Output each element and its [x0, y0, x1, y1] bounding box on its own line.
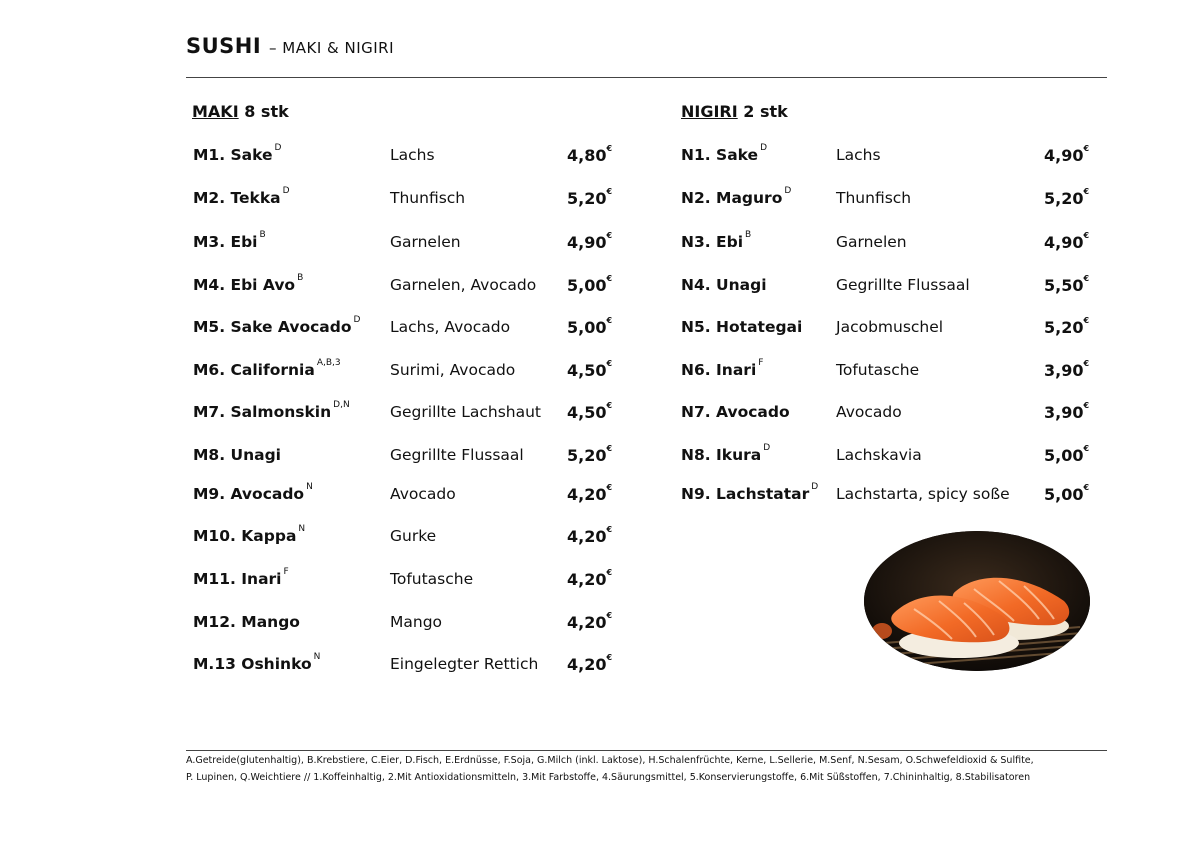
currency-symbol: €	[1083, 187, 1090, 196]
item-price-value: 4,20	[567, 485, 607, 504]
item-price	[1044, 318, 1089, 337]
item-description: Gurke	[390, 527, 437, 545]
item-price	[567, 233, 612, 252]
currency-symbol: €	[606, 144, 613, 153]
item-name	[193, 315, 361, 336]
item-name	[681, 318, 804, 336]
item-name-text: M.13 Oshinko	[193, 655, 312, 673]
item-name	[681, 230, 752, 251]
currency-symbol: €	[606, 568, 613, 577]
item-name	[681, 482, 819, 503]
item-price	[567, 318, 612, 337]
item-allergen-codes: D	[353, 315, 361, 325]
item-price-value: 5,20	[567, 189, 607, 208]
item-name	[193, 358, 341, 379]
item-price-value: 4,90	[1044, 146, 1084, 165]
top-divider	[186, 77, 1107, 78]
item-price	[1044, 485, 1089, 504]
item-name-text: M10. Kappa	[193, 527, 297, 545]
item-name-text: M3. Ebi	[193, 233, 258, 251]
item-price-value: 5,50	[1044, 276, 1084, 295]
item-description: Gegrillte Flussaal	[836, 276, 970, 294]
item-description: Garnelen	[390, 233, 461, 251]
item-name	[193, 652, 321, 673]
currency-symbol: €	[1083, 444, 1090, 453]
item-price	[567, 189, 612, 208]
page-title	[186, 34, 394, 58]
item-price-value: 4,20	[567, 570, 607, 589]
item-name-text: N8. Ikura	[681, 446, 762, 464]
item-price	[1044, 233, 1089, 252]
currency-symbol: €	[606, 444, 613, 453]
currency-symbol: €	[606, 653, 613, 662]
nigiri-heading-count: 2 stk	[737, 102, 788, 121]
item-name-text: M7. Salmonskin	[193, 403, 332, 421]
item-name-text: N9. Lachstatar	[681, 485, 810, 503]
item-name-text: N5. Hotategai	[681, 318, 803, 336]
item-description: Tofutasche	[836, 361, 920, 379]
maki-heading-count: 8 stk	[238, 102, 289, 121]
item-name	[193, 567, 289, 588]
currency-symbol: €	[606, 611, 613, 620]
item-allergen-codes: D	[274, 143, 282, 153]
item-allergen-codes: F	[283, 567, 289, 577]
item-allergen-codes: N	[313, 652, 321, 662]
item-name	[193, 613, 302, 631]
item-price-value: 5,00	[1044, 485, 1084, 504]
item-price-value: 4,20	[567, 613, 607, 632]
item-allergen-codes: D	[784, 186, 792, 196]
salmon-nigiri-image	[864, 531, 1090, 671]
item-name	[193, 230, 266, 251]
currency-symbol: €	[606, 231, 613, 240]
item-name	[193, 524, 306, 545]
currency-symbol: €	[1083, 231, 1090, 240]
item-name-text: M1. Sake	[193, 146, 273, 164]
item-price	[567, 655, 612, 674]
currency-symbol: €	[1083, 144, 1090, 153]
item-name-text: N4. Unagi	[681, 276, 767, 294]
item-name-text: M5. Sake Avocado	[193, 318, 352, 336]
item-price-value: 5,00	[567, 318, 607, 337]
item-price-value: 4,20	[567, 655, 607, 674]
item-price-value: 4,50	[567, 403, 607, 422]
allergen-legend-line-1: A.Getreide(glutenhaltig), B.Krebstiere, C.Eier, D.Fisch, E.Erdnüsse, F.Soja, G.Milch (inkl. Laktose), H.Schalenfrüchte, Kerne, L.Sellerie, M.Senf, N.Sesam, O.Schwefeldioxid & Sulfite,	[186, 755, 1034, 766]
item-description: Eingelegter Rettich	[390, 655, 539, 673]
item-price-value: 5,00	[1044, 446, 1084, 465]
item-price-value: 4,50	[567, 361, 607, 380]
item-allergen-codes: D,N	[333, 400, 350, 410]
currency-symbol: €	[1083, 401, 1090, 410]
item-name-text: M11. Inari	[193, 570, 282, 588]
item-description: Surimi, Avocado	[390, 361, 516, 379]
currency-symbol: €	[606, 359, 613, 368]
item-price-value: 5,00	[567, 276, 607, 295]
item-description: Gegrillte Lachshaut	[390, 403, 541, 421]
item-description: Lachs	[836, 146, 881, 164]
item-name	[681, 358, 764, 379]
item-price-value: 4,90	[567, 233, 607, 252]
item-name-text: M2. Tekka	[193, 189, 281, 207]
item-description: Lachs	[390, 146, 435, 164]
currency-symbol: €	[1083, 316, 1090, 325]
item-allergen-codes: F	[758, 358, 764, 368]
item-allergen-codes: B	[259, 230, 266, 240]
item-price	[1044, 361, 1089, 380]
title-subtitle: – MAKI & NIGIRI	[269, 39, 395, 57]
currency-symbol: €	[606, 316, 613, 325]
currency-symbol: €	[1083, 483, 1090, 492]
nigiri-salmon-photo	[864, 531, 1090, 671]
item-name-text: N7. Avocado	[681, 403, 790, 421]
item-description: Tofutasche	[390, 570, 474, 588]
item-name	[193, 143, 282, 164]
footer-divider	[186, 750, 1107, 751]
item-description: Gegrillte Flussaal	[390, 446, 524, 464]
item-name-text: M4. Ebi Avo	[193, 276, 296, 294]
currency-symbol: €	[606, 483, 613, 492]
item-price	[567, 570, 612, 589]
item-price	[1044, 146, 1089, 165]
maki-heading-label: MAKI	[192, 102, 239, 121]
item-name	[681, 443, 771, 464]
item-name-text: N3. Ebi	[681, 233, 744, 251]
item-description: Mango	[390, 613, 443, 631]
currency-symbol: €	[606, 274, 613, 283]
currency-symbol: €	[606, 187, 613, 196]
maki-heading	[192, 102, 289, 121]
nigiri-heading-label: NIGIRI	[681, 102, 738, 121]
item-price	[567, 403, 612, 422]
item-name-text: N2. Maguro	[681, 189, 783, 207]
currency-symbol: €	[1083, 274, 1090, 283]
item-allergen-codes: D	[811, 482, 819, 492]
item-price	[1044, 403, 1089, 422]
item-price	[567, 485, 612, 504]
item-price-value: 3,90	[1044, 403, 1084, 422]
item-description: Garnelen	[836, 233, 907, 251]
item-price-value: 5,20	[1044, 318, 1084, 337]
item-price	[567, 446, 612, 465]
item-price-value: 3,90	[1044, 361, 1084, 380]
item-price-value: 4,20	[567, 527, 607, 546]
item-price-value: 5,20	[1044, 189, 1084, 208]
item-name	[681, 186, 792, 207]
item-name	[681, 403, 792, 421]
item-price	[567, 146, 612, 165]
item-name	[193, 400, 350, 421]
item-allergen-codes: B	[745, 230, 752, 240]
item-price	[1044, 446, 1089, 465]
currency-symbol: €	[606, 401, 613, 410]
item-price	[567, 527, 612, 546]
item-allergen-codes: N	[306, 482, 313, 492]
item-name-text: M8. Unagi	[193, 446, 281, 464]
item-name-text: M6. California	[193, 361, 315, 379]
item-price	[1044, 189, 1089, 208]
item-name	[193, 482, 313, 503]
nigiri-heading	[681, 102, 788, 121]
item-name-text: M12. Mango	[193, 613, 300, 631]
item-price	[567, 361, 612, 380]
item-price	[567, 276, 612, 295]
item-name	[193, 273, 304, 294]
item-description: Thunfisch	[390, 189, 466, 207]
item-allergen-codes: A,B,3	[316, 358, 341, 368]
title-main: SUSHI	[186, 34, 262, 58]
item-description: Garnelen, Avocado	[390, 276, 537, 294]
item-allergen-codes: D	[763, 443, 771, 453]
item-name	[193, 186, 290, 207]
item-description: Lachskavia	[836, 446, 922, 464]
item-name	[681, 143, 768, 164]
allergen-legend-line-2: P. Lupinen, Q.Weichtiere // 1.Koffeinhaltig, 2.Mit Antioxidationsmitteln, 3.Mit Farbstoffe, 4.Säurungsmittel, 5.Konservierungstoffe, 6.Mit Süßstoffen, 7.Chininhaltig, 8.Stabilisatoren	[186, 772, 1031, 783]
item-description: Avocado	[390, 485, 456, 503]
item-description: Thunfisch	[836, 189, 912, 207]
item-name	[193, 446, 283, 464]
item-allergen-codes: D	[760, 143, 768, 153]
item-allergen-codes: D	[282, 186, 290, 196]
item-description: Lachstarta, spicy soße	[836, 485, 1010, 503]
item-description: Jacobmuschel	[836, 318, 944, 336]
item-price	[1044, 276, 1089, 295]
currency-symbol: €	[606, 525, 613, 534]
item-price	[567, 613, 612, 632]
item-name-text: N1. Sake	[681, 146, 759, 164]
item-price-value: 4,80	[567, 146, 607, 165]
item-name	[681, 276, 769, 294]
item-name-text: M9. Avocado	[193, 485, 305, 503]
item-description: Lachs, Avocado	[390, 318, 511, 336]
item-description: Avocado	[836, 403, 902, 421]
currency-symbol: €	[1083, 359, 1090, 368]
item-allergen-codes: N	[298, 524, 306, 534]
item-price-value: 4,90	[1044, 233, 1084, 252]
item-price-value: 5,20	[567, 446, 607, 465]
item-name-text: N6. Inari	[681, 361, 757, 379]
item-allergen-codes: B	[297, 273, 304, 283]
